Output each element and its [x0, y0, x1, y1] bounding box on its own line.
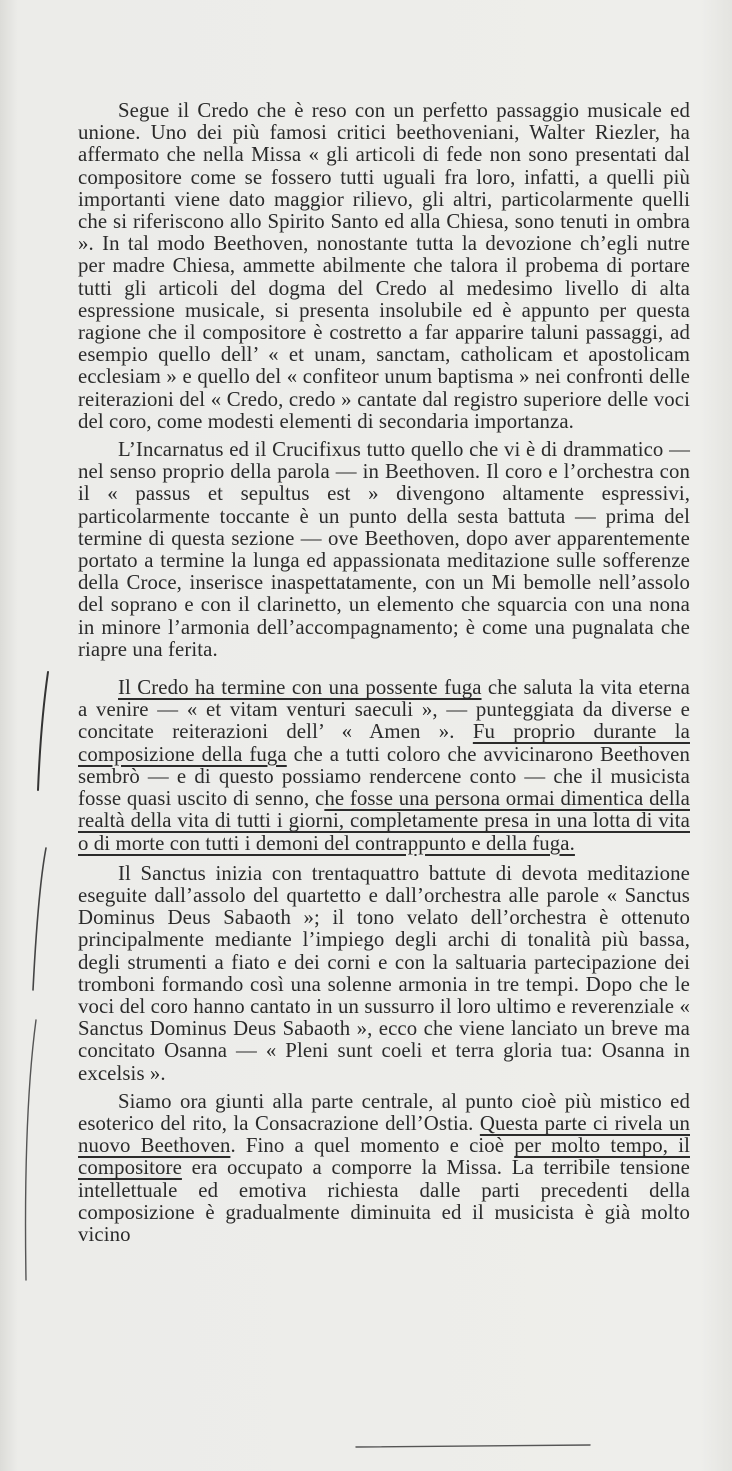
- underlined-passage: Questa parte ci rivela un nuovo Beethoven: [78, 1111, 690, 1158]
- margin-pencil-line-1: [38, 672, 48, 790]
- paragraph-text: Segue il Credo che è reso con un perfetto passaggio musicale ed unione. Uno dei più famosi critici beethoveniani, Walter Riezler, ha affermato che nella Missa « gli articoli di fede non sono presentati dal compositore come se fossero tutti uguali fra loro, infatti, a quelli più importanti viene dato maggior rilievo, gli altri, particolarmente quelli che si riferiscono allo Spirito Santo ed alla Chiesa, sono tenuti in ombra ». In tal modo Beethoven, nonostante tutta la devozione ch’egli nutre per madre Chiesa, ammette abilmente che talora il probema di portare tutti gli articoli del dogma del Credo al medesimo livello di alta espressione musicale, si presenta insolubile ed è appunto per questa ragione che il compositore è costretto a far apparire taluni passaggi, ad esempio quello dell’ « et unam, sanctam, catholicam et apostolicam ecclesiam » e quello del « confiteor unum baptisma » nei confronti delle reiterazioni del « Credo, credo » cantate dal registro superiore delle voci del coro, come modesti elementi di secondaria importanza.: [78, 99, 690, 433]
- margin-pencil-line-2: [33, 848, 46, 990]
- paragraph-text: Siamo ora giunti alla parte centrale, al punto cioè più mistico ed esoterico del rito, la Consacrazione dell’Ostia.: [78, 1089, 690, 1135]
- underlined-passage: per molto tempo, il compositore: [78, 1134, 690, 1180]
- paragraph-sanctus: [78, 863, 690, 1085]
- paragraph-text: . Fino a quel momento e cioè: [230, 1134, 515, 1158]
- paragraph-text: che saluta la vita eterna a venire — « et vitam venturi saeculi », — punteggiata da diverse e concitate reiterazioni dell’ « Amen ».: [78, 676, 690, 744]
- paragraph-text: Il Sanctus inizia con trentaquattro battute di devota meditazione eseguite dall’assolo del quartetto e dall’orchestra alle parole « Sanctus Dominus Deus Sabaoth »; il tono velato dell’orchestra è ottenuto principalmente mediante l’impiego degli archi di tonalità più bassa, degli strumenti a fiato e dei corni e con la saltuaria partecipazione dei tromboni formando così una solenne armonia in tre tempi. Dopo che le voci del coro hanno cantato in un sussurro il loro ultimo e reverenziale « Sanctus Dominus Deus Sabaoth », ecco che viene lanciato un breve ma concitato Osanna — « Pleni sunt coeli et terra gloria tua: Osanna in excelsis ».: [78, 861, 690, 1085]
- paragraph-incarnatus: [78, 439, 690, 661]
- underlined-passage: he fosse una persona ormai dimentica della realtà della vita di tutti i giorni, completamente presa in una lotta di vita o di morte con tutti i demoni del contrappunto e della fuga.: [78, 787, 690, 855]
- paragraph-fuga: [78, 677, 690, 855]
- paragraph-credo: [78, 100, 690, 433]
- underlined-passage: Fu proprio durante la composizione della fuga: [78, 720, 690, 766]
- paragraph-text: L’Incarnatus ed il Crucifixus tutto quello che vi è di drammatico — nel senso proprio della parola — in Beethoven. Il coro e l’orchestra con il « passus et sepultus est » divengono altamente espressivi, particolarmente toccante è un punto della sesta battuta — prima del termine di questa sezione — ove Beethoven, dopo aver apparentemente portato a termine la lunga ed appassionata meditazione sulle sofferenze della Croce, inserisce inaspettatamente, con un Mi bemolle nell’assolo del soprano e con il clarinetto, un elemento che squarcia con una nona in minore l’armonia dell’accompagnamento; è come una pugnalata che riapre una ferita.: [78, 438, 690, 661]
- paragraph-text: che a tutti coloro che avvicinarono Beethoven sembrò — e di questo possiamo rendercene conto — che il musicista fosse quasi uscito di senno, c: [78, 742, 690, 811]
- underlined-passage: Il Credo ha termine con una possente fuga: [118, 676, 482, 700]
- text-column: [78, 100, 690, 1252]
- paragraph-consacrazione: [78, 1091, 690, 1246]
- bottom-pencil-line: [356, 1445, 590, 1447]
- paragraph-text: era occupato a comporre la Missa. La terribile tensione intellettuale ed emotiva richiesta dalle parti precedenti della composizione è gradualmente diminuita ed il musicista è già molto vicino: [78, 1156, 690, 1246]
- margin-pencil-line-3: [25, 1020, 36, 1280]
